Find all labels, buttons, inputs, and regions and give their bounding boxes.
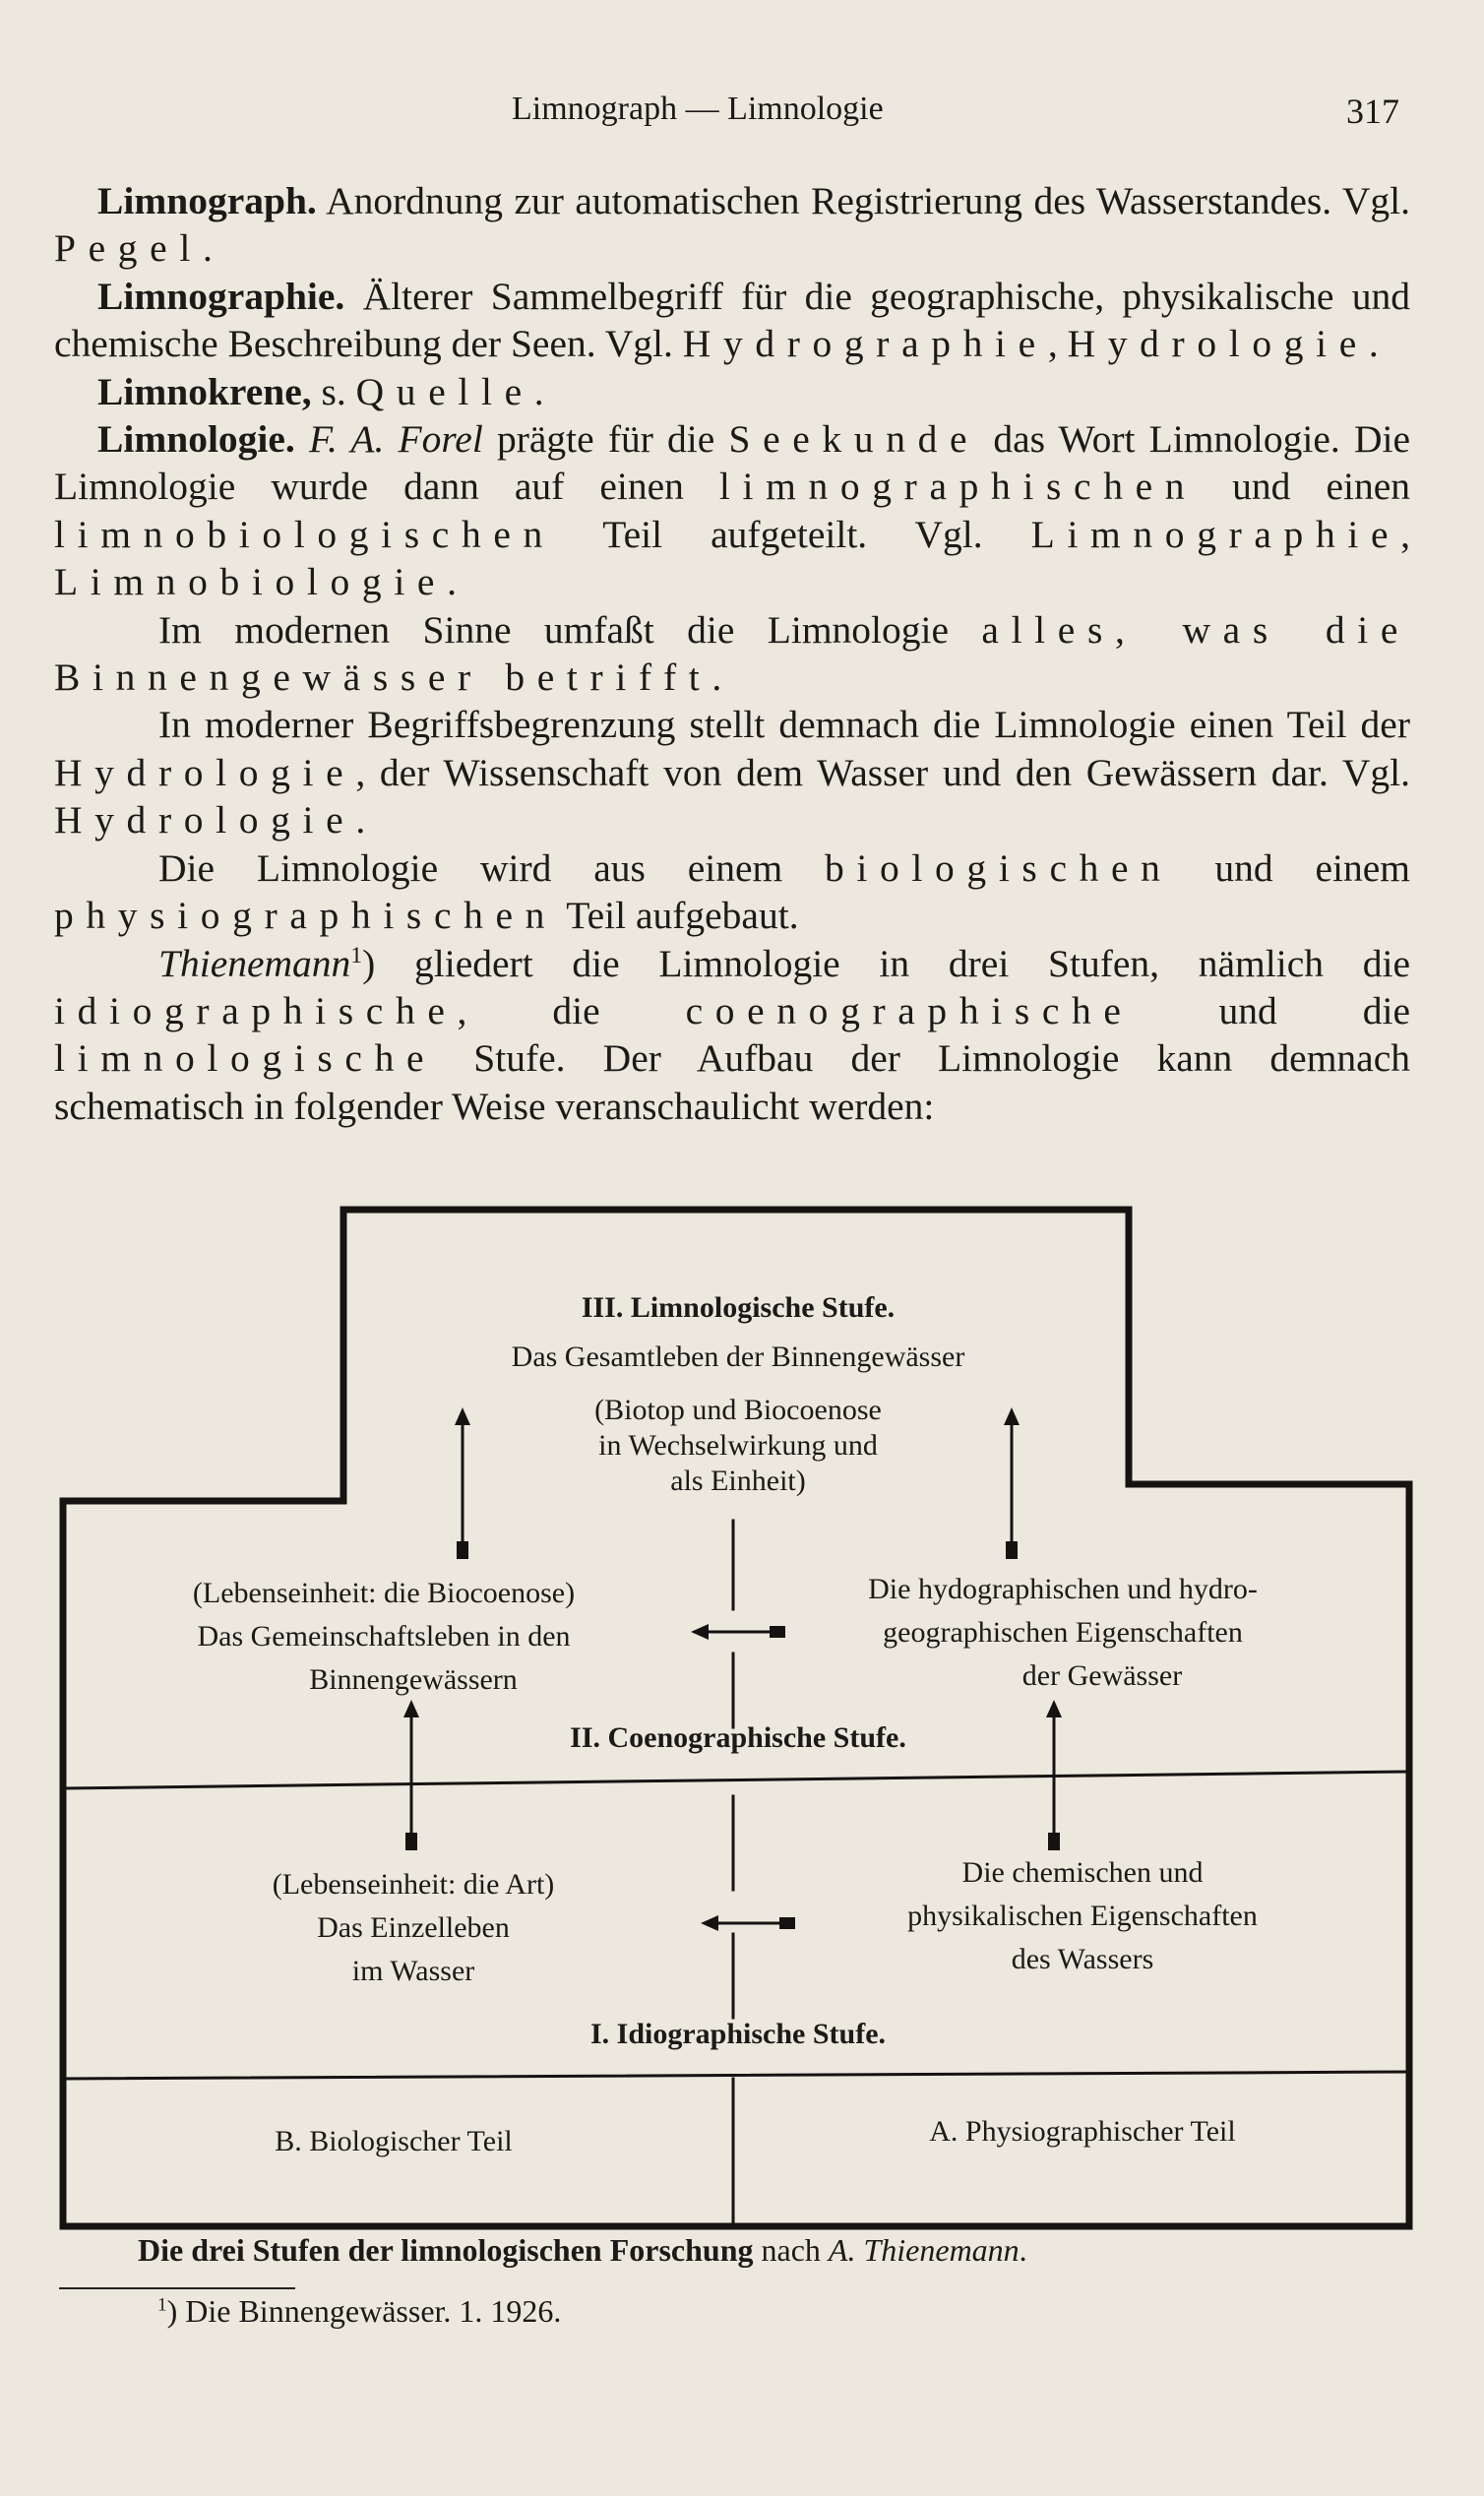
right-stufe2-line-1: Die hydographischen und hydro- — [868, 1573, 1258, 1605]
right-stufe2-line-3: der Gewässer — [1021, 1659, 1183, 1692]
arrowhead-up-2 — [1004, 1407, 1020, 1425]
biotop-line-3: als Einheit) — [670, 1465, 806, 1497]
caption-author: A. Thienemann — [828, 2232, 1020, 2268]
stufe1-title: I. Idiographische Stufe. — [589, 2018, 887, 2050]
entry-text: Im modernen Sinne umfaßt die Limnologie — [158, 607, 982, 652]
stufe2-title: II. Coenographische Stufe. — [570, 1721, 906, 1754]
entry-text: und einem — [1172, 845, 1410, 890]
arrowhead-up-1 — [455, 1407, 470, 1425]
cross-reference: Hydrologie — [54, 798, 356, 842]
cross-reference: Hydrologie — [1067, 322, 1369, 366]
right-stufe1-line-1: Die chemischen und — [961, 1856, 1204, 1889]
entry-text: s. — [311, 369, 356, 413]
entry-text: Teil aufgeteilt. Vgl. — [554, 512, 1031, 556]
entry-text: , der Wissenschaft von dem Wasser und den Gewässern dar. Vgl. — [355, 750, 1410, 794]
cross-reference: Quelle — [355, 369, 534, 413]
arrow-tail-6 — [779, 1917, 795, 1929]
arrow-tail-4 — [1048, 1833, 1060, 1850]
footnote-mark: 1 — [157, 2294, 167, 2316]
entry-text: ) gliedert die Limnologie in drei Stufen, nämlich die — [362, 941, 1410, 985]
left-stufe1-line-1: (Lebenseinheit: die Art) — [272, 1868, 555, 1901]
figure-caption — [138, 2232, 1378, 2269]
entry-text: In moderner Begriffsbegrenzung stellt demnach die Limnologie einen Teil der — [158, 703, 1410, 747]
arrow-tail-5 — [770, 1626, 785, 1638]
punct: . — [202, 226, 213, 271]
arrow-tail-1 — [457, 1541, 468, 1559]
stufe3-title: III. Limnologische Stufe. — [581, 1291, 896, 1324]
spaced-word: limnobiologischen — [54, 512, 555, 556]
biologischer-teil: B. Biologischer Teil — [275, 2125, 513, 2157]
spaced-word: limnographischen — [718, 465, 1198, 509]
footnote-marker: 1 — [350, 942, 363, 968]
footnote-rule — [59, 2287, 295, 2289]
spaced-word: Seekunde — [728, 417, 980, 462]
cross-reference: Hydrographie — [682, 322, 1048, 366]
entry-text: und einen — [1197, 465, 1410, 509]
punct: . — [1368, 322, 1379, 366]
divider-stufe1 — [63, 2072, 1409, 2079]
right-stufe2-line-2: geographischen Eigenschaften — [883, 1616, 1243, 1649]
paragraph-sinne — [54, 606, 1410, 702]
punct: . — [447, 560, 457, 604]
arrow-tail-2 — [1006, 1541, 1018, 1559]
right-stufe1-line-2: physikalischen Eigenschaften — [907, 1900, 1258, 1932]
entry-text: , die — [457, 988, 686, 1032]
entry-limnograph — [54, 177, 1410, 273]
punct: . — [355, 798, 366, 842]
biotop-line-1: (Biotop und Biocoenose — [594, 1394, 882, 1426]
right-stufe1-line-3: des Wassers — [1011, 1943, 1154, 1975]
caption-nach: nach — [753, 2232, 829, 2268]
entry-text: und die — [1133, 988, 1410, 1032]
arrowhead-up-3 — [403, 1700, 419, 1717]
spaced-word: Hydrologie — [54, 750, 356, 794]
entry-text: Die Limnologie wird aus einem — [158, 845, 826, 890]
footnote — [157, 2293, 561, 2330]
arrowhead-left-2 — [701, 1915, 718, 1931]
entry-text: das Wort Limnologie. Die Limnologie wurde dann auf einen — [54, 417, 1410, 509]
page-number: 317 — [1346, 92, 1399, 131]
entry-text: Älterer Sammelbegriff für die geographische, physikalische und chemische Beschreibung der Seen. Vgl. — [54, 274, 1410, 366]
author-name: Thienemann — [158, 941, 351, 985]
spaced-word: alles, was die Binnengewässer betrifft — [54, 607, 1411, 700]
entry-limnologie — [54, 415, 1410, 606]
left-stufe2-line-3: Binnengewässern — [309, 1663, 518, 1696]
arrowhead-up-4 — [1046, 1700, 1062, 1717]
spaced-word: coenographische — [685, 988, 1134, 1032]
body-text — [54, 177, 1410, 1130]
cross-reference: Limnographie — [1030, 512, 1401, 556]
term: Limnologie. — [97, 417, 295, 462]
arrowhead-left-1 — [691, 1624, 709, 1640]
entry-text: prägte für die — [482, 417, 729, 462]
cross-reference: Pegel — [54, 226, 203, 271]
biotop-line-2: in Wechselwirkung und — [598, 1429, 878, 1462]
left-stufe2-line-2: Das Gemeinschaftsleben in den — [197, 1620, 571, 1653]
entry-limnographie — [54, 273, 1410, 368]
entry-text: Teil aufgebaut. — [557, 894, 799, 938]
spaced-word: physiographischen — [54, 894, 558, 938]
punct: , — [1400, 512, 1410, 556]
term: Limnograph. — [97, 179, 317, 222]
cross-reference: Limnobiologie — [54, 560, 448, 604]
author-name: F. A. Forel — [294, 417, 483, 462]
punct: . — [711, 655, 722, 700]
caption-title: Die drei Stufen der limnologischen Forschung — [138, 2232, 754, 2268]
left-stufe1-line-3: im Wasser — [351, 1955, 475, 1987]
physiographischer-teil: A. Physiographischer Teil — [929, 2115, 1236, 2148]
punct: . — [533, 369, 544, 413]
paragraph-thienemann — [54, 940, 1410, 1131]
term: Limnokrene, — [97, 369, 312, 413]
entry-text: Anordnung zur automatischen Registrierung des Wasserstandes. Vgl. — [316, 179, 1410, 222]
left-stufe1-line-2: Das Einzelleben — [317, 1911, 510, 1944]
footnote-text: ) Die Binnengewässer. 1. 1926. — [166, 2293, 562, 2329]
entry-limnokrene — [54, 368, 1410, 415]
left-stufe2-line-1: (Lebenseinheit: die Biocoenose) — [192, 1577, 576, 1609]
spaced-word: limnologische — [54, 1036, 437, 1081]
divider-stufe2 — [63, 1772, 1409, 1788]
spaced-word: idiographische — [54, 988, 458, 1032]
stufe3-subtitle: Das Gesamtleben der Binnengewässer — [511, 1341, 965, 1373]
term: Limnographie. — [97, 274, 345, 318]
spaced-word: biologischen — [825, 845, 1173, 890]
entry-text: Stufe. Der Aufbau der Limnologie kann demnach schematisch in folgender Weise veranschaulicht werden: — [54, 1036, 1410, 1128]
paragraph-begriff — [54, 701, 1410, 843]
punct: , — [1047, 322, 1068, 366]
paragraph-aufbau — [54, 844, 1410, 940]
arrow-tail-3 — [405, 1833, 417, 1850]
running-title: Limnograph — Limnologie — [512, 91, 884, 127]
caption-end: . — [1019, 2232, 1027, 2268]
